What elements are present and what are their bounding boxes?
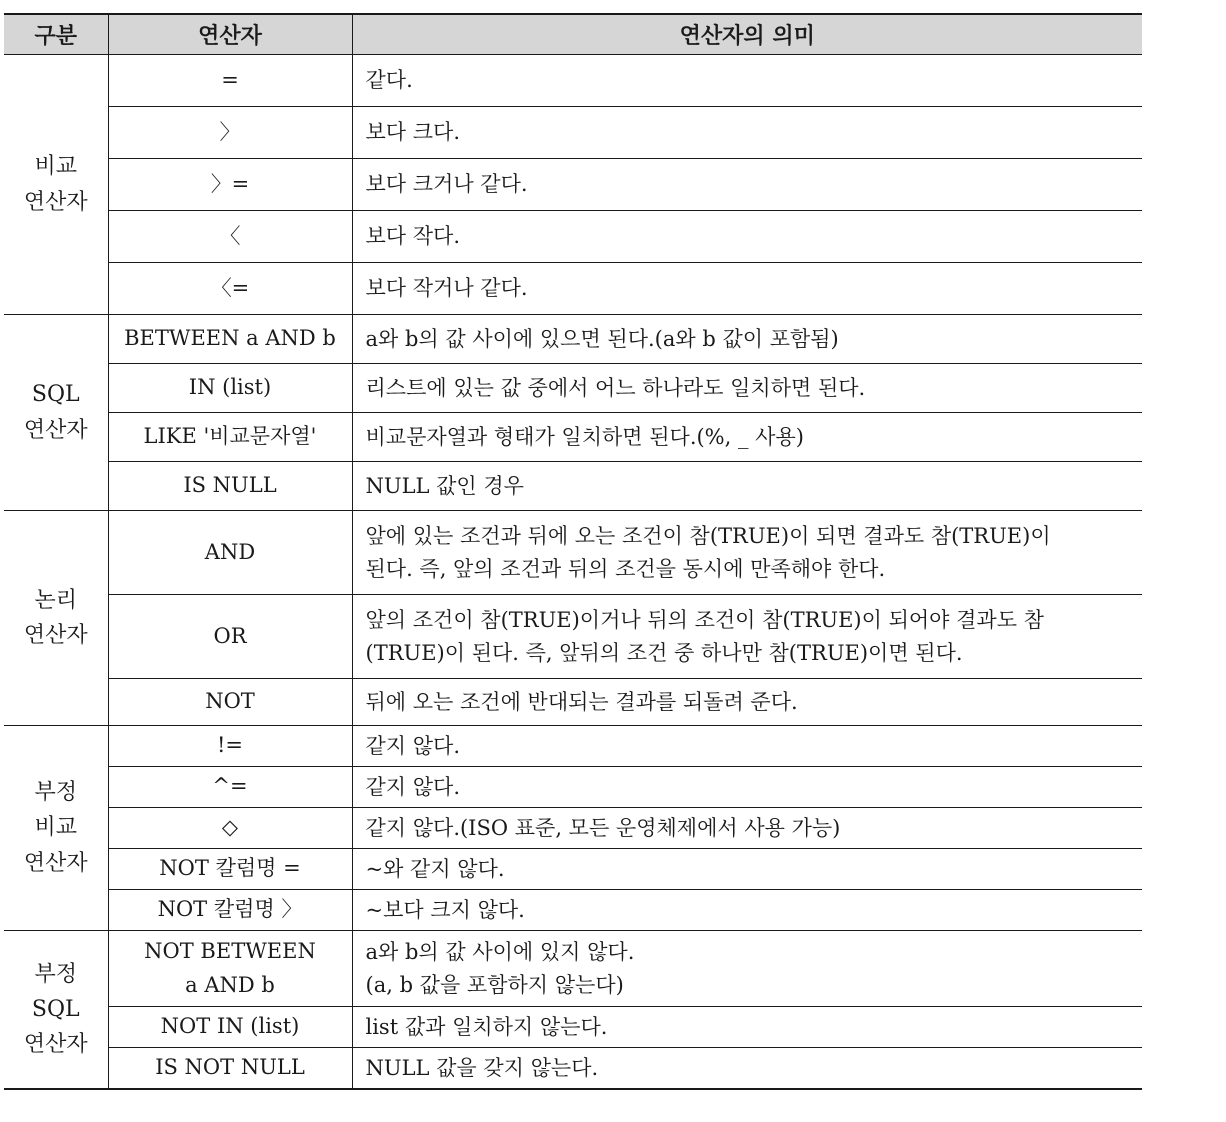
operator-cell: LIKE '비교문자열' [108,413,352,462]
table-row [4,364,1142,413]
group-sql [4,315,108,511]
meaning-cell: 리스트에 있는 값 중에서 어느 하나라도 일치하면 된다. [352,364,1142,413]
header-operator: 연산자 [108,14,352,55]
operator-cell: NOT [108,679,352,726]
group-label-line: 비교 [34,154,77,180]
operator-cell: 〉= [108,159,352,211]
operator-cell: NOT IN (list) [108,1007,352,1048]
group-negative-sql [4,931,108,1090]
table-row [4,107,1142,159]
operator-cell: NOT 칼럼명 = [108,849,352,890]
meaning-cell [352,931,1142,1007]
meaning-line: (a, b 값을 포함하지 않는다) [365,972,624,997]
table-row [4,890,1142,931]
operator-cell: ^= [108,767,352,808]
group-label-line: 연산자 [23,189,88,215]
operator-cell: AND [108,511,352,595]
table-row [4,511,1142,595]
table-row [4,1048,1142,1090]
table-row [4,679,1142,726]
group-label-line: 연산자 [23,623,88,648]
operator-cell [108,931,352,1007]
header-category: 구분 [4,14,108,55]
meaning-cell: 보다 크다. [352,107,1142,159]
operator-cell: OR [108,595,352,679]
meaning-line: (TRUE)이 된다. 즉, 앞뒤의 조건 중 하나만 참(TRUE)이면 된다. [365,640,963,665]
meaning-cell: 보다 크거나 같다. [352,159,1142,211]
group-label-line: 부정 [34,961,77,987]
group-logical [4,511,108,726]
group-label-line: 부정 [34,780,77,806]
group-label-line: 비교 [34,815,77,841]
meaning-cell: a와 b의 값 사이에 있으면 된다.(a와 b 값이 포함됨) [352,315,1142,364]
table-row [4,211,1142,263]
operator-table-container [4,13,1142,1090]
meaning-line: 앞의 조건이 참(TRUE)이거나 뒤의 조건이 참(TRUE)이 되어야 결과도 참 [365,607,1044,632]
group-negative-comparison [4,726,108,931]
operator-line: a AND b [185,972,275,997]
meaning-cell: list 값과 일치하지 않는다. [352,1007,1142,1048]
meaning-cell: 보다 작거나 같다. [352,263,1142,315]
table-row [4,931,1142,1007]
meaning-line: 된다. 즉, 앞의 조건과 뒤의 조건을 동시에 만족해야 한다. [365,556,886,581]
table-row [4,462,1142,511]
meaning-cell [352,595,1142,679]
meaning-cell: NULL 값인 경우 [352,462,1142,511]
operator-cell: BETWEEN a AND b [108,315,352,364]
meaning-cell: 같다. [352,55,1142,107]
header-row [4,14,1142,55]
table-row [4,55,1142,107]
table-row [4,263,1142,315]
table-row [4,413,1142,462]
operator-cell: 〉 [108,107,352,159]
group-comparison [4,55,108,315]
group-label-line: SQL [31,382,80,408]
table-row [4,315,1142,364]
operator-table [4,13,1142,1090]
meaning-line: 앞에 있는 조건과 뒤에 오는 조건이 참(TRUE)이 되면 결과도 참(TRUE)이 [365,523,1051,548]
table-row [4,808,1142,849]
operator-cell: 〈 [108,211,352,263]
operator-cell: IS NULL [108,462,352,511]
operator-cell: NOT 칼럼명 〉 [108,890,352,931]
group-label-line: 연산자 [23,1032,88,1058]
group-label-line: 연산자 [23,417,88,443]
meaning-cell: ~와 같지 않다. [352,849,1142,890]
table-row [4,159,1142,211]
meaning-cell: NULL 값을 갖지 않는다. [352,1048,1142,1090]
meaning-cell [352,511,1142,595]
operator-cell: ◇ [108,808,352,849]
operator-cell: 〈= [108,263,352,315]
meaning-cell: 뒤에 오는 조건에 반대되는 결과를 되돌려 준다. [352,679,1142,726]
meaning-cell: ~보다 크지 않다. [352,890,1142,931]
group-label-line: SQL [31,996,80,1022]
meaning-line: a와 b의 값 사이에 있지 않다. [365,939,635,964]
meaning-cell: 비교문자열과 형태가 일치하면 된다.(%, _ 사용) [352,413,1142,462]
operator-cell: != [108,726,352,767]
header-meaning: 연산자의 의미 [352,14,1142,55]
operator-line: NOT BETWEEN [144,938,316,963]
meaning-cell: 같지 않다. [352,767,1142,808]
meaning-cell: 보다 작다. [352,211,1142,263]
table-row [4,849,1142,890]
table-row [4,726,1142,767]
operator-cell: IN (list) [108,364,352,413]
operator-cell: IS NOT NULL [108,1048,352,1090]
group-label-line: 논리 [34,587,77,613]
meaning-cell: 같지 않다.(ISO 표준, 모든 운영체제에서 사용 가능) [352,808,1142,849]
table-row [4,595,1142,679]
group-label-line: 연산자 [23,850,88,876]
operator-cell: = [108,55,352,107]
meaning-cell: 같지 않다. [352,726,1142,767]
table-row [4,767,1142,808]
table-row [4,1007,1142,1048]
